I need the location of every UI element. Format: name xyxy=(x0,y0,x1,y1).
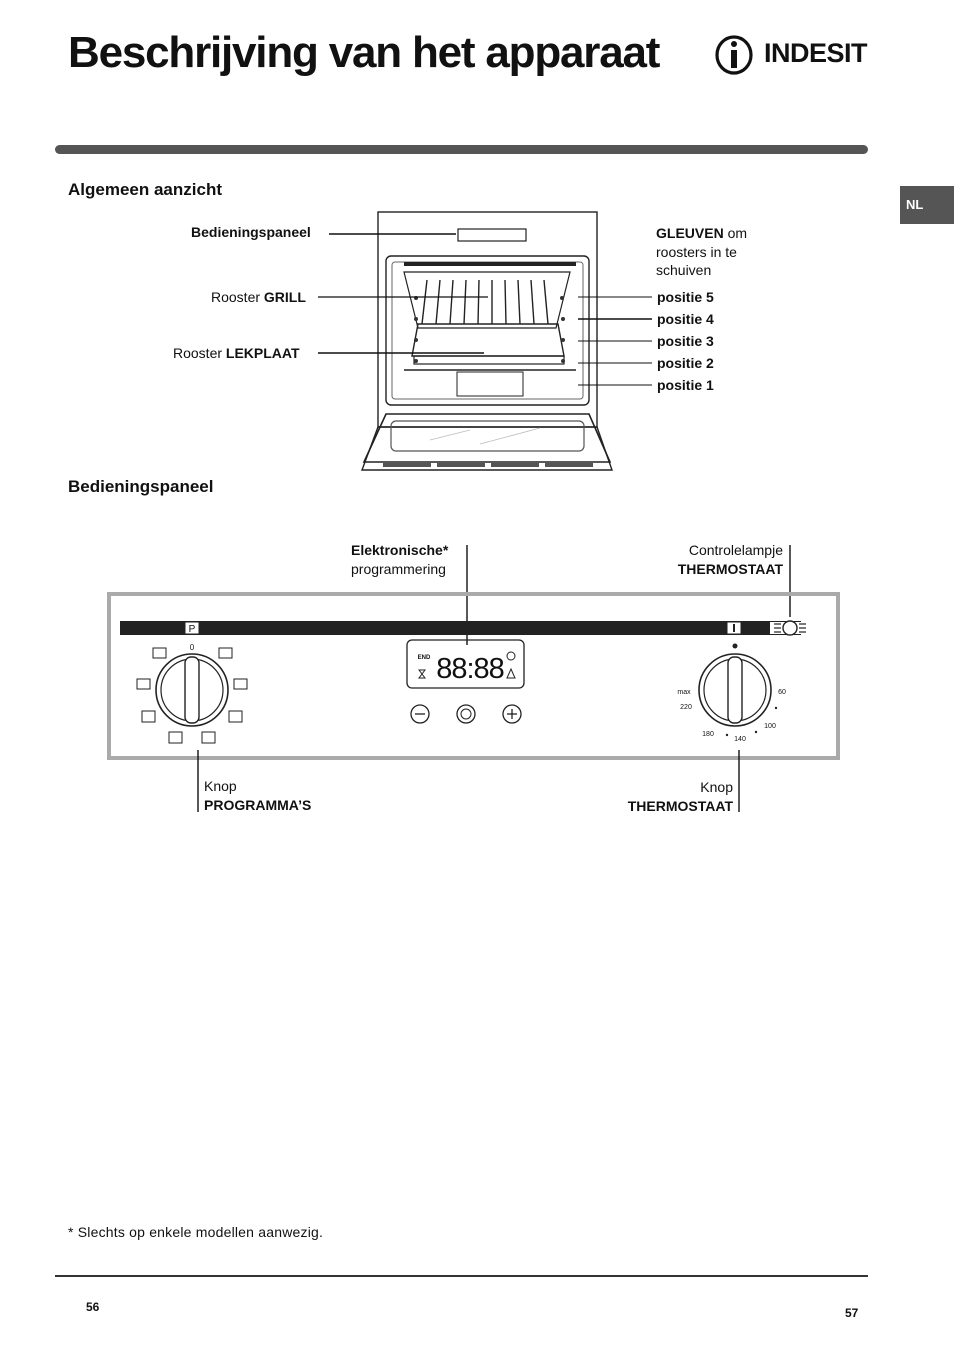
page-title: Beschrijving van het apparaat xyxy=(68,28,660,77)
label-control-panel: Bedieningspaneel xyxy=(191,224,311,240)
footer-divider xyxy=(55,1275,868,1277)
footnote: * Slechts op enkele modellen aanwezig. xyxy=(68,1224,324,1240)
label-thermostat-lamp: Controlelampje THERMOSTAAT xyxy=(677,542,783,577)
label-thermostat-knob: Knop THERMOSTAAT xyxy=(627,779,733,814)
page-number-right: 57 xyxy=(845,1306,859,1320)
temp-scale-220: 220 xyxy=(680,704,692,711)
label-position-2: positie 2 xyxy=(657,355,714,371)
label-drip-tray: Rooster LEKPLAAT xyxy=(173,345,300,361)
control-panel-illustration xyxy=(0,540,954,820)
label-position-4: positie 4 xyxy=(657,311,714,327)
temp-scale-60: 60 xyxy=(778,689,786,696)
brand-wordmark: INDESIT xyxy=(764,38,868,68)
temp-scale-100: 100 xyxy=(764,723,776,730)
label-grill-rack: Rooster GRILL xyxy=(211,289,306,305)
label-electronic-programming: Elektronische* programmering xyxy=(351,542,449,577)
display-digits: 88:88 xyxy=(436,653,504,685)
temp-scale-max: max xyxy=(677,689,691,696)
label-programme-knob: Knop PROGRAMMA’S xyxy=(204,778,312,813)
display-end-mark: END xyxy=(417,655,431,661)
label-position-1: positie 1 xyxy=(657,377,714,393)
prog-badge: P xyxy=(188,624,196,635)
label-position-3: positie 3 xyxy=(657,333,714,349)
section-heading-general-view: Algemeen aanzicht xyxy=(68,180,222,199)
label-slots: GLEUVEN om roosters in te schuiven xyxy=(656,225,748,278)
section-heading-control-panel: Bedieningspaneel xyxy=(68,477,214,496)
page-number-left: 56 xyxy=(86,1300,100,1314)
temp-scale-180: 180 xyxy=(702,731,714,738)
language-tab: NL xyxy=(900,186,954,224)
label-position-5: positie 5 xyxy=(657,289,714,305)
temp-scale-140: 140 xyxy=(734,736,746,743)
prog-zero-mark: 0 xyxy=(189,643,195,652)
general-view-leaders xyxy=(0,0,954,480)
